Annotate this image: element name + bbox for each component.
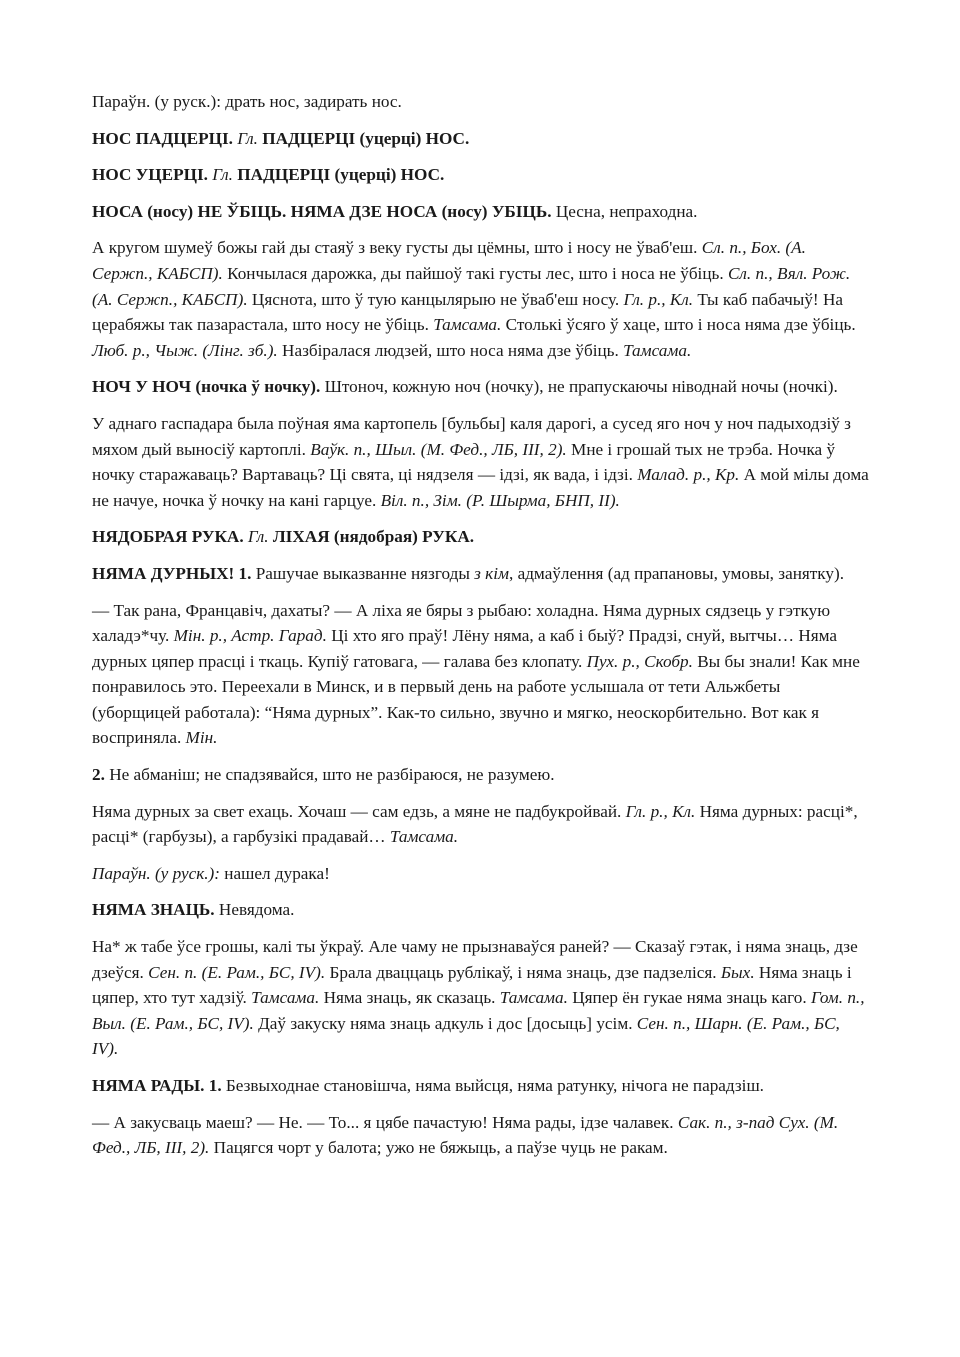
paragraph [92,934,870,1062]
entry-heading: 2. [92,765,105,785]
italic-text: Сл. п., Бох. (А. Сержп., КАБСП). [92,238,806,283]
italic-text: Пух. р., Скобр. [586,651,693,671]
entry-heading: НОСА (носу) НЕ ЎБІЦЬ. НЯМА ДЗЕ НОСА (носу) УБІЦЬ. [92,201,556,221]
paragraph [92,1073,870,1099]
paragraph [92,799,870,850]
italic-text: Гл. [237,128,263,148]
body-text: Назбіралася людзей, што носа няма дзе ўбіць. [277,340,624,360]
italic-text: Бых. [720,962,755,982]
body-text: Ты каб пабачыў! На церабяжы так пазарастала, што носу не ўбіць. [92,289,843,335]
body-text: — Так рана, Францавіч, дахаты? — А ліха яе бяры з рыбаю: холадна. Няма дурных сядзець у гэткую халадэ*чу. [92,600,831,646]
italic-text: Гл. р., Кл. [625,801,696,821]
entry-heading: ЛІХАЯ (нядобрая) РУКА. [272,527,475,547]
entry-heading: НОС УЦЕРЦІ. [92,165,213,185]
body-text: Ці хто яго праў! Лёну няма, а каб і быў? Прадзі, снуй, вытчы… Няма дурных цяпер прасці і ткаць. Купіў гатовага, — галава без клопату. [92,626,838,671]
body-text: — А закусваць маеш? — Не. — То... я цябе пачастую! Няма рады, ідзе чалавек. [92,1112,678,1132]
document-page [92,89,870,1172]
paragraph [92,1110,870,1161]
body-text: Няма знаць, як сказаць. [319,988,500,1008]
italic-text: Віл. п., Зім. (Р. Шырма, БНП, II). [380,490,620,510]
body-text: А мой мілы дома не начуе, ночка ў ночку на кані гарцуе. [92,465,869,510]
italic-text: Гом. п., Выл. (Е. Рам., БС, IV). [92,988,865,1033]
paragraph [92,524,870,550]
italic-text: Тамсама. [251,988,320,1008]
italic-text: Сл. п., Вял. Рож. (А. Сержп., КАБСП). [92,263,851,309]
body-text: Цесна, непраходна. [555,201,698,221]
paragraph [92,561,870,587]
body-text: Няма знаць і цяпер, хто тут хадзіў. [92,962,852,1008]
entry-heading: ПАДЦЕРЦІ (уцерці) НОС. [237,165,445,185]
paragraph [92,762,870,788]
body-text: Вы бы знали! Как мне понравилось это. Переехали в Минск, и в первый день на работе услышала от тети Альжбеты (уборщицей работала): “Няма дурных”. Как-то сильно, звучно и мягко, неоскорбительно. Вот как я восприняла. [92,651,860,748]
entry-heading: ПАДЦЕРЦІ (уцерці) НОС. [262,128,470,148]
body-text: Пацягся чорт у балота; ужо не бяжыць, а паўзе чуць не ракам. [209,1138,668,1158]
italic-text: Мін. р., Астр. Гарад. [173,626,327,646]
paragraph [92,411,870,513]
body-text: Параўн. (у руск.): драть нос, задирать нос. [92,92,402,111]
italic-text: Ваўк. п., Шыл. (М. Фед., ЛБ, III, 2). [310,439,567,459]
entry-heading: НОС ПАДЦЕРЦІ. [92,128,238,148]
italic-text: Мін. [185,728,218,748]
paragraph [92,235,870,363]
italic-text: Тамсама. [389,827,459,847]
body-text: Брала дваццаць рублікаў, і няма знаць, дзе падзеліся. [325,962,721,982]
entry-heading: НЯМА ЗНАЦЬ. [92,900,215,920]
body-text: нашел дурака! [220,863,330,883]
paragraph [92,199,870,225]
body-text: Невядома. [214,900,295,920]
paragraph [92,126,870,152]
paragraph [92,374,870,400]
italic-text: Сен. п., Шарн. (Е. Рам., БС, IV). [92,1013,840,1059]
body-text: Цяпер ён гукае няма знаць каго. [567,988,811,1008]
body-text: А кругом шумеў божы гай ды стаяў з веку густы ды цёмны, што і носу не ўваб'еш. [92,238,702,258]
body-text: Няма дурных: расці*, расці* (гарбузы), а гарбузікі прадавай… [92,801,858,847]
paragraph [92,162,870,188]
italic-text: Сак. п., з-пад Сух. (М. Фед., ЛБ, III, 2). [92,1112,839,1158]
italic-text: Гл. [212,165,238,185]
italic-text: Параўн. (у руск.): [92,863,220,883]
italic-text: Тамсама. [499,988,568,1008]
entry-heading: НОЧ У НОЧ (ночка ў ночку). [92,377,321,397]
body-text: Безвыходнае становішча, няма выйсця, няма ратунку, нічога не парадзіш. [221,1076,764,1095]
paragraph [92,598,870,752]
italic-text: Гл. [247,527,273,547]
paragraph [92,89,870,115]
entry-heading: НЯМА ДУРНЫХ! 1. [92,563,252,583]
body-text: Рашучае выказванне нязгоды [251,563,475,583]
body-text: Штоноч, кожную ноч (ночку), не прапускаючы ніводнай ночы (ночкі). [320,377,838,397]
body-text: Даў закуску няма знаць адкуль і дос [досыць] усім. [253,1013,637,1033]
italic-text: Люб. р., Чыж. (Лінг. зб.). [92,340,278,360]
italic-text: Гл. р., Кл. [623,289,694,309]
body-text: У аднаго гаспадара была поўная яма картопель [бульбы] каля дарогі, а сусед яго ноч у ноч падыходзіў з мяхом дый выносіў картоплі. [92,413,851,459]
italic-text: з кім [474,563,509,583]
body-text: Мне і грошай тых не трэба. Ночка ў ночку старажаваць? Вартаваць? Ці свята, ці нядзеля — ідзі, як вада, і ідзі. [92,439,836,485]
italic-text: Тамсама. [433,315,502,335]
body-text: Столькі ўсяго ў хаце, што і носа няма дзе ўбіць. [501,315,856,335]
paragraph [92,897,870,923]
paragraph [92,861,870,887]
body-text: Цяснота, што ў тую канцылярыю не ўваб'еш носу. [247,289,624,309]
italic-text: Тамсама. [623,340,692,360]
body-text: Кончылася дарожка, ды пайшоў такі густы лес, што і носа не ўбіць. [222,263,728,283]
body-text: , адмаўлення (ад прапановы, умовы, занятку). [508,563,845,583]
entry-heading: НЯДОБРАЯ РУКА. [92,527,248,547]
italic-text: Сен. п. (Е. Рам., БС, IV). [148,962,326,982]
body-text: Няма дурных за свет ехаць. Хочаш — сам едзь, а мяне не падбукройвай. [92,801,626,821]
entry-heading: НЯМА РАДЫ. 1. [92,1076,222,1095]
body-text: На* ж табе ўсе грошы, калі ты ўкраў. Але чаму не прызнаваўся раней? — Сказаў гэтак, і няма знаць, дзе дзеўся. [92,937,858,982]
body-text: Не абманіш; не спадзявайся, што не разбіраюся, не разумею. [104,765,555,785]
italic-text: Малад. р., Кр. [637,465,740,485]
